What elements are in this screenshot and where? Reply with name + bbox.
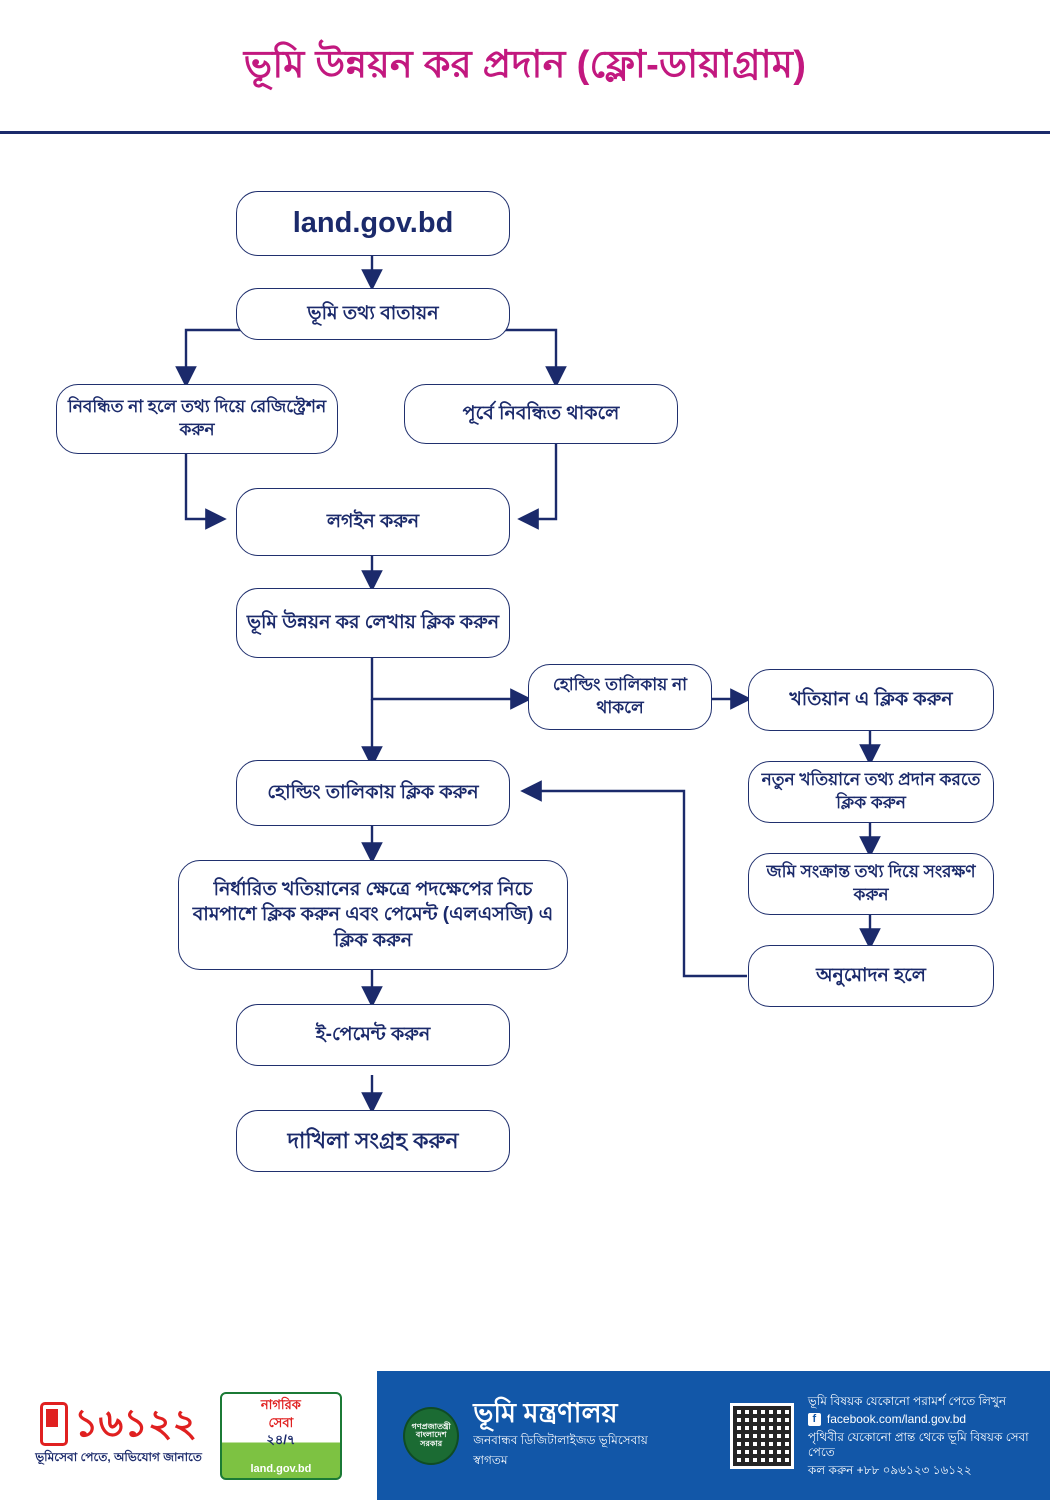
flow-node-new-khatian-info[interactable] bbox=[748, 761, 994, 823]
facebook-link[interactable] bbox=[808, 1412, 1050, 1427]
nagorik-247-label: ২৪/৭ bbox=[266, 1432, 296, 1448]
flow-node-label: হোল্ডিং তালিকায় ক্লিক করুন bbox=[267, 782, 479, 804]
flow-node-label: নির্ধারিত খতিয়ানের ক্ষেত্রে পদক্ষেপের নিচে বামপাশে ক্লিক করুন এবং পেমেন্ট (এলএসজি) এ ক্লিক করুন bbox=[192, 878, 554, 951]
flow-node-if-approved[interactable] bbox=[748, 945, 994, 1007]
facebook-url: facebook.com/land.gov.bd bbox=[826, 1411, 967, 1426]
flow-node-not-registered[interactable] bbox=[56, 384, 338, 454]
flow-node-not-in-holding-list[interactable] bbox=[528, 664, 712, 730]
contact-line-advice: ভূমি বিষয়ক যেকোনো পরামর্শ পেতে লিখুন bbox=[807, 1393, 1006, 1408]
flow-node-label: লগইন করুন bbox=[326, 511, 420, 533]
flow-node-label: পূর্বে নিবন্ধিত থাকলে bbox=[462, 403, 620, 425]
flow-node-label: জমি সংক্রান্ত তথ্য দিয়ে সংরক্ষণ করুন bbox=[766, 862, 976, 904]
flow-node-label: ভূমি উন্নয়ন কর লেখায় ক্লিক করুন bbox=[246, 612, 500, 634]
page-title: ভূমি উন্নয়ন কর প্রদান (ফ্লো-ডায়াগ্রাম) bbox=[243, 43, 807, 86]
nagorik-line2: সেবা bbox=[268, 1415, 294, 1431]
page-header bbox=[0, 0, 1050, 134]
contact-block bbox=[730, 1394, 1050, 1478]
qr-code-icon bbox=[730, 1403, 794, 1469]
phone-icon bbox=[40, 1402, 68, 1446]
facebook-icon: f bbox=[808, 1413, 821, 1426]
government-seal-icon: গণপ্রজাতন্ত্রী বাংলাদেশ সরকার bbox=[403, 1407, 459, 1465]
flow-node-save-land-info[interactable] bbox=[748, 853, 994, 915]
nagorik-line1: নাগরিক bbox=[260, 1396, 301, 1412]
contact-line-worldwide: পৃথিবীর যেকোনো প্রান্ত থেকে ভূমি বিষয়ক সেবা পেতে bbox=[807, 1429, 1029, 1459]
flow-node-collect-dakhila[interactable] bbox=[236, 1110, 510, 1172]
flow-node-bhumi-tatha-batayan[interactable] bbox=[236, 288, 510, 340]
flow-node-label: ই-পেমেন্ট করুন bbox=[315, 1024, 431, 1046]
ministry-name: ভূমি মন্ত্রণালয় bbox=[473, 1397, 618, 1428]
page-footer bbox=[0, 1371, 1050, 1500]
flow-node-label: land.gov.bd bbox=[292, 206, 454, 239]
flow-connectors bbox=[0, 131, 1050, 1371]
nagorik-url-label: land.gov.bd bbox=[250, 1462, 312, 1475]
flow-node-login[interactable] bbox=[236, 488, 510, 556]
hotline-number: ১৬১২২ bbox=[73, 1403, 198, 1445]
ministry-tagline: জনবান্ধব ডিজিটালাইজড ভূমিসেবায় স্বাগতম bbox=[473, 1433, 648, 1468]
flow-node-label: নিবন্ধিত না হলে তথ্য দিয়ে রেজিস্ট্রেশন করুন bbox=[67, 397, 327, 439]
flow-node-label: নতুন খতিয়ানে তথ্য প্রদান করতে ক্লিক করুন bbox=[761, 770, 981, 812]
hotline-caption: ভূমিসেবা পেতে, অভিযোগ জানাতে bbox=[35, 1450, 202, 1464]
hotline-block bbox=[35, 1402, 202, 1469]
flow-node-label: খতিয়ান এ ক্লিক করুন bbox=[789, 689, 953, 711]
flow-node-click-land-development-tax[interactable] bbox=[236, 588, 510, 658]
flow-node-click-khatian[interactable] bbox=[748, 669, 994, 731]
ministry-block bbox=[377, 1399, 678, 1473]
nagorik-seba-logo bbox=[220, 1392, 342, 1480]
footer-left-strip bbox=[0, 1371, 377, 1500]
contact-line-call: কল করুন +৮৮ ০৯৬১২৩ ১৬১২২ bbox=[807, 1462, 972, 1477]
flow-node-label: দাখিলা সংগ্রহ করুন bbox=[287, 1128, 459, 1154]
flow-node-label: হোল্ডিং তালিকায় না থাকলে bbox=[552, 675, 688, 717]
flow-node-e-payment[interactable] bbox=[236, 1004, 510, 1066]
flow-node-land-gov-bd[interactable] bbox=[236, 191, 510, 256]
flow-node-payment-lsg-steps[interactable] bbox=[178, 860, 568, 970]
flow-node-already-registered[interactable] bbox=[404, 384, 678, 444]
flow-diagram bbox=[0, 131, 1050, 1371]
flow-node-click-holding-list[interactable] bbox=[236, 760, 510, 826]
flow-node-label: অনুমোদন হলে bbox=[816, 965, 926, 987]
flow-node-label: ভূমি তথ্য বাতায়ন bbox=[307, 303, 439, 325]
